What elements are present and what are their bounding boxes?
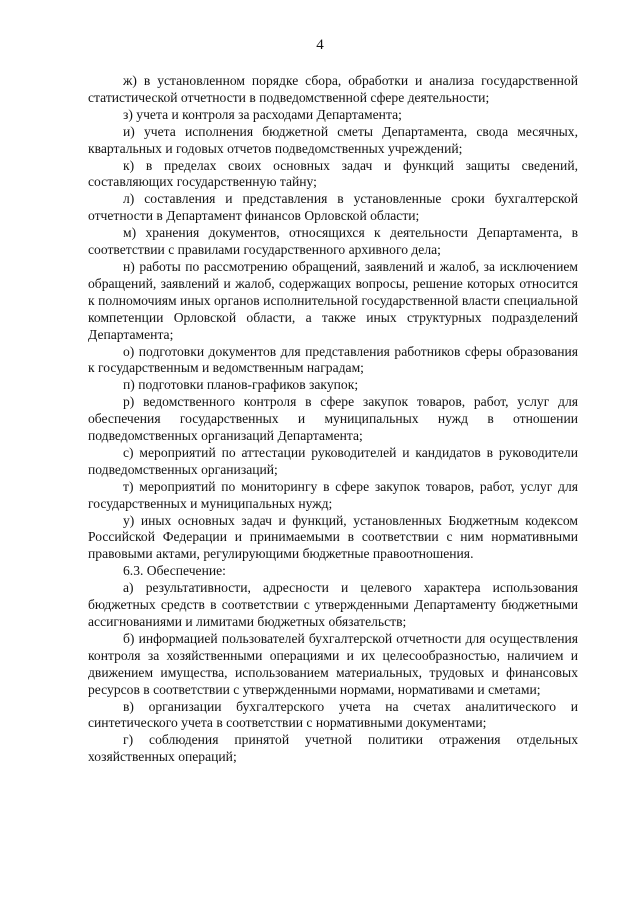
paragraph-o: о) подготовки документов для представления работников сферы образования к государственным и ведомственным наградам; [88, 343, 578, 376]
paragraph-r: р) ведомственного контроля в сфере закупок товаров, работ, услуг для обеспечения государственных и муниципальных нужд в отношении подведомственных организаций Департамента; [88, 394, 578, 444]
document-body [88, 73, 578, 766]
paragraph-i: и) учета исполнения бюджетной сметы Департамента, свода месячных, квартальных и годовых отчетов подведомственных учреждений; [88, 123, 578, 156]
paragraph-z: з) учета и контроля за расходами Департамента; [123, 106, 402, 122]
paragraph-s: с) мероприятий по аттестации руководителей и кандидатов в руководители подведомственных организаций; [88, 444, 578, 477]
paragraph-n: н) работы по рассмотрению обращений, заявлений и жалоб, за исключением обращений, заявлений и жалоб, содержащих вопросы, решение которых относится к полномочиям иных органов исполнительной государственной власти специальной компетенции Орловской области, а также иных структурных подразделений Департамента; [88, 258, 578, 342]
paragraph-b: б) информацией пользователей бухгалтерской отчетности для осуществления контроля за хозяйственными операциями и их целесообразностью, наличием и движением имущества, использованием материальных, трудовых и финансовых ресурсов в соответствии с утвержденными нормами, нормативами и сметами; [88, 630, 578, 697]
paragraph-k: к) в пределах своих основных задач и функций защиты сведений, составляющих государственную тайну; [88, 157, 578, 190]
page-number: 4 [316, 37, 324, 53]
paragraph-a: а) результативности, адресности и целевого характера использования бюджетных средств в соответствии с утвержденными Департаменту бюджетными ассигнованиями и лимитами бюджетных обязательств; [88, 580, 578, 629]
paragraph-g: г) соблюдения принятой учетной политики отражения отдельных хозяйственных операций; [88, 732, 578, 765]
section-heading-6-3: 6.3. Обеспечение: [123, 563, 226, 579]
paragraph-v: в) организации бухгалтерского учета на счетах аналитического и синтетического учета в соответствии с нормативными документами; [88, 698, 578, 731]
paragraph-t: т) мероприятий по мониторингу в сфере закупок товаров, работ, услуг для государственных и муниципальных нужд; [88, 478, 578, 511]
paragraph-l: л) составления и представления в установленные сроки бухгалтерской отчетности в Департамент финансов Орловской области; [88, 191, 578, 224]
paragraph-p: п) подготовки планов-графиков закупок; [123, 377, 359, 393]
paragraph-u: у) иных основных задач и функций, установленных Бюджетным кодексом Российской Федерации и принимаемыми в соответствии с ним нормативными правовыми актами, регулирующими бюджетные правоотношения. [88, 512, 578, 562]
paragraph-zh: ж) в установленном порядке сбора, обработки и анализа государственной статистической отчетности в подведомственной сфере деятельности; [88, 73, 578, 105]
paragraph-m: м) хранения документов, относящихся к деятельности Департамента, в соответствии с правилами государственного архивного дела; [88, 225, 578, 258]
